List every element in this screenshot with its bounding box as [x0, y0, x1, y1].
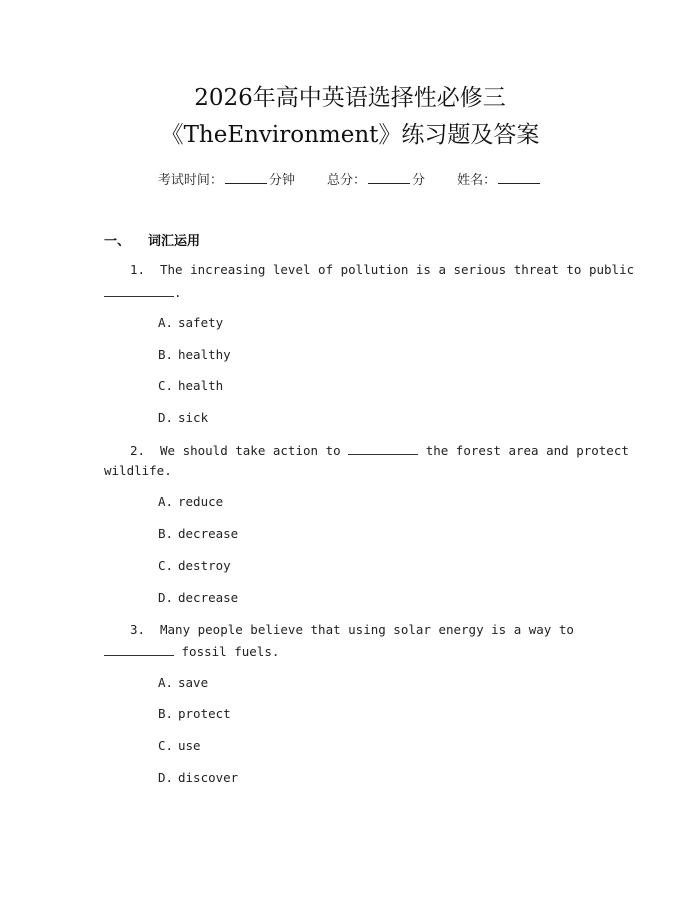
question-3-option-d[interactable] — [158, 770, 238, 785]
option-text: reduce — [178, 494, 224, 509]
option-text: use — [178, 738, 201, 753]
question-1-option-c[interactable] — [158, 378, 223, 393]
question-1-option-a[interactable] — [158, 315, 223, 330]
question-1-option-b[interactable] — [158, 347, 231, 362]
question-2-text-line2: wildlife. — [104, 463, 172, 478]
option-letter: B. — [158, 706, 174, 721]
option-text: protect — [178, 706, 231, 721]
question-3-number: 3. — [130, 622, 146, 637]
section-title: 词汇运用 — [148, 234, 201, 249]
question-1-number: 1. — [130, 262, 146, 277]
time-unit: 分钟 — [268, 173, 295, 188]
option-letter: B. — [158, 347, 174, 362]
score-unit: 分 — [412, 173, 426, 188]
question-3-line1 — [104, 622, 592, 637]
name-blank[interactable] — [498, 171, 540, 184]
exam-score — [327, 169, 425, 188]
option-text: sick — [178, 410, 209, 425]
time-label: 考试时间： — [157, 173, 223, 188]
question-2-number: 2. — [130, 443, 146, 458]
time-blank[interactable] — [225, 171, 267, 184]
option-letter: A. — [158, 675, 174, 690]
question-3-line2 — [104, 643, 592, 659]
option-letter: C. — [158, 558, 174, 573]
option-text: health — [178, 378, 224, 393]
section-heading — [104, 230, 200, 249]
option-text: decrease — [178, 526, 239, 541]
score-label: 总分： — [326, 173, 366, 188]
question-3-option-c[interactable] — [158, 738, 201, 753]
option-letter: C. — [158, 738, 174, 753]
question-2-line1 — [104, 442, 629, 458]
option-letter: B. — [158, 526, 174, 541]
document-title-line1: 2026年高中英语选择性必修三 — [194, 85, 506, 111]
question-2-option-a[interactable] — [158, 494, 223, 509]
question-2-option-b[interactable] — [158, 526, 238, 541]
exam-time — [158, 169, 295, 188]
exam-meta — [0, 169, 700, 188]
document-title-line2: 《TheEnvironment》练习题及答案 — [160, 122, 540, 148]
option-text: destroy — [178, 558, 231, 573]
question-1-text: The increasing level of pollution is a serious threat to public — [160, 262, 635, 277]
question-1-blank[interactable] — [104, 284, 174, 297]
question-2-blank[interactable] — [348, 442, 418, 455]
exam-name — [457, 169, 542, 188]
question-3-text: Many people believe that using solar energy is a way to — [160, 622, 574, 637]
question-3-option-a[interactable] — [158, 675, 208, 690]
option-text: save — [178, 675, 209, 690]
section-number: 一、 — [104, 234, 131, 249]
question-2-line2 — [104, 463, 592, 478]
option-text: healthy — [178, 347, 231, 362]
name-label: 姓名： — [457, 173, 497, 188]
question-1-line1 — [104, 262, 635, 277]
option-letter: D. — [158, 410, 174, 425]
question-3-option-b[interactable] — [158, 706, 231, 721]
question-2-text-pre: We should take action to — [160, 443, 341, 458]
question-2-option-c[interactable] — [158, 558, 231, 573]
option-letter: D. — [158, 770, 174, 785]
option-letter: D. — [158, 590, 174, 605]
question-1-line2 — [104, 284, 592, 300]
score-blank[interactable] — [368, 171, 410, 184]
question-3-blank[interactable] — [104, 643, 174, 656]
option-letter: A. — [158, 315, 174, 330]
option-text: decrease — [178, 590, 239, 605]
question-2-text-post: the forest area and protect — [425, 443, 629, 458]
option-letter: C. — [158, 378, 174, 393]
question-1-option-d[interactable] — [158, 410, 208, 425]
question-2-option-d[interactable] — [158, 590, 238, 605]
question-1-suffix: . — [174, 285, 182, 300]
option-letter: A. — [158, 494, 174, 509]
option-text: discover — [178, 770, 239, 785]
option-text: safety — [178, 315, 224, 330]
question-3-suffix: fossil fuels. — [181, 644, 280, 659]
